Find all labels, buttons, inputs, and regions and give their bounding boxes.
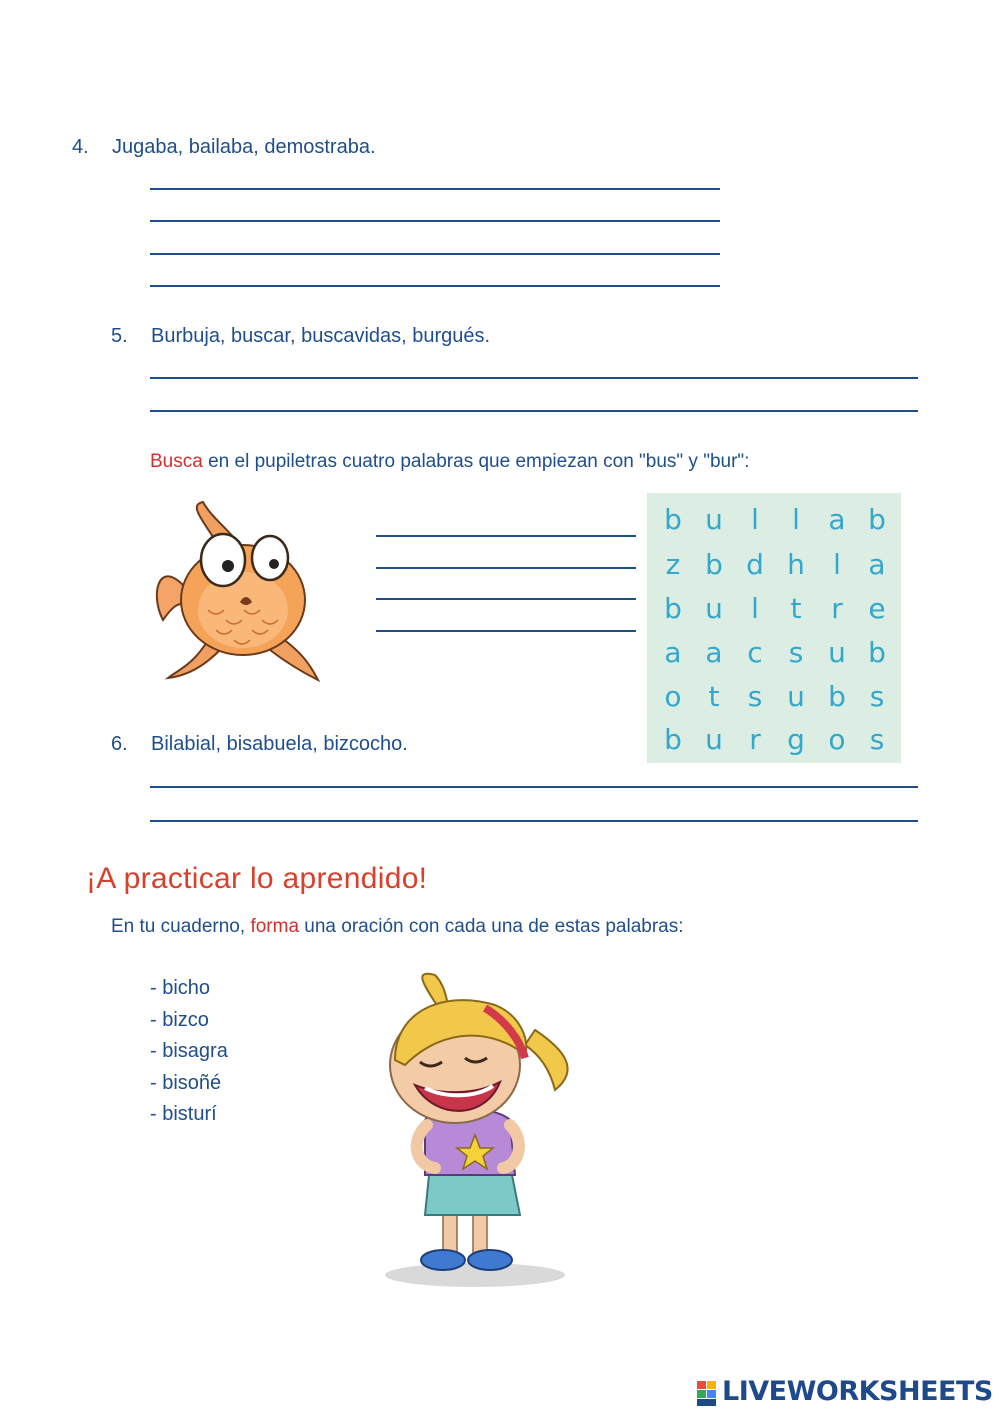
grid-letter[interactable]: u	[705, 503, 723, 536]
grid-letter[interactable]: u	[705, 723, 723, 756]
grid-letter[interactable]: d	[746, 548, 764, 581]
grid-letter[interactable]: l	[751, 592, 759, 625]
instruction-highlight: forma	[250, 916, 300, 937]
grid-letter[interactable]: l	[833, 548, 841, 581]
exercise-6	[111, 733, 408, 756]
exercise-4	[72, 136, 376, 159]
grid-row	[647, 548, 901, 592]
exercise-4-text: Jugaba, bailaba, demostraba.	[112, 136, 376, 158]
fish-illustration	[148, 500, 326, 685]
exercise-5-text: Burbuja, buscar, buscavidas, burgués.	[151, 325, 491, 347]
grid-letter[interactable]: b	[664, 723, 682, 756]
exercise-6-number: 6.	[111, 733, 128, 755]
wordsearch-grid	[647, 493, 901, 763]
grid-letter[interactable]: s	[788, 636, 804, 669]
list-item: - bisagra	[150, 1040, 228, 1062]
grid-letter[interactable]: b	[868, 503, 886, 536]
grid-letter[interactable]: b	[828, 680, 846, 713]
grid-letter[interactable]: u	[828, 636, 846, 669]
wordsearch-instruction	[150, 451, 749, 473]
grid-letter[interactable]: l	[751, 503, 759, 536]
grid-letter[interactable]: s	[869, 680, 885, 713]
grid-row	[647, 503, 901, 547]
grid-letter[interactable]: a	[664, 636, 682, 669]
instruction-part-1: En tu cuaderno,	[111, 916, 251, 937]
grid-letter[interactable]: a	[828, 503, 846, 536]
liveworksheets-brand: LIVEWORKSHEETS	[722, 1376, 993, 1407]
answer-line-4a[interactable]	[150, 188, 720, 190]
wordsearch-answer-4[interactable]	[376, 630, 636, 632]
answer-line-5b[interactable]	[150, 410, 918, 412]
list-item: - bisoñé	[150, 1071, 222, 1094]
grid-letter[interactable]: u	[705, 592, 723, 625]
grid-letter[interactable]: z	[665, 548, 681, 581]
wordsearch-answer-1[interactable]	[376, 535, 636, 537]
list-item: - bicho	[150, 977, 211, 999]
grid-row	[647, 592, 901, 636]
grid-letter[interactable]: u	[787, 680, 805, 713]
exercise-5	[111, 325, 490, 348]
liveworksheets-logo-icon	[697, 1381, 717, 1407]
grid-letter[interactable]: c	[747, 636, 763, 669]
grid-letter[interactable]: b	[705, 548, 723, 581]
grid-letter[interactable]: s	[747, 680, 763, 713]
instruction-rest: en el pupiletras cuatro palabras que empiezan con "bus" y "bur":	[202, 451, 750, 472]
list-item: - bisturí	[150, 1103, 217, 1125]
grid-letter[interactable]: b	[664, 503, 682, 536]
grid-row	[647, 636, 901, 680]
exercise-4-number: 4.	[72, 136, 89, 158]
answer-line-5a[interactable]	[150, 377, 918, 379]
grid-letter[interactable]: a	[705, 636, 723, 669]
exercise-5-number: 5.	[111, 325, 128, 347]
practice-instruction	[111, 916, 684, 938]
grid-letter[interactable]: a	[868, 548, 886, 581]
practice-heading: ¡A practicar lo aprendido!	[86, 862, 428, 895]
instruction-highlight: Busca	[150, 451, 203, 472]
answer-line-4d[interactable]	[150, 285, 720, 287]
exercise-6-text: Bilabial, bisabuela, bizcocho.	[151, 733, 408, 755]
grid-letter[interactable]: b	[868, 636, 886, 669]
wordsearch-answer-3[interactable]	[376, 598, 636, 600]
grid-letter[interactable]: g	[787, 723, 805, 756]
wordsearch-answer-2[interactable]	[376, 567, 636, 569]
answer-line-6b[interactable]	[150, 820, 918, 822]
grid-letter[interactable]: t	[708, 680, 720, 713]
grid-letter[interactable]: r	[749, 723, 761, 756]
answer-line-6a[interactable]	[150, 786, 918, 788]
grid-letter[interactable]: l	[792, 503, 800, 536]
answer-line-4c[interactable]	[150, 253, 720, 255]
grid-letter[interactable]: o	[664, 680, 682, 713]
list-item: - bizco	[150, 1008, 209, 1031]
grid-letter[interactable]: b	[664, 592, 682, 625]
grid-letter[interactable]: h	[787, 548, 805, 581]
word-list	[150, 973, 228, 1131]
grid-row	[647, 723, 901, 767]
grid-letter[interactable]: o	[828, 723, 846, 756]
answer-line-4b[interactable]	[150, 220, 720, 222]
grid-letter[interactable]: s	[869, 723, 885, 756]
grid-letter[interactable]: t	[790, 592, 802, 625]
grid-letter[interactable]: e	[868, 592, 886, 625]
instruction-part-2: una oración con cada una de estas palabras:	[299, 916, 684, 937]
grid-row	[647, 680, 901, 724]
grid-letter[interactable]: r	[831, 592, 843, 625]
girl-illustration	[375, 970, 585, 1290]
